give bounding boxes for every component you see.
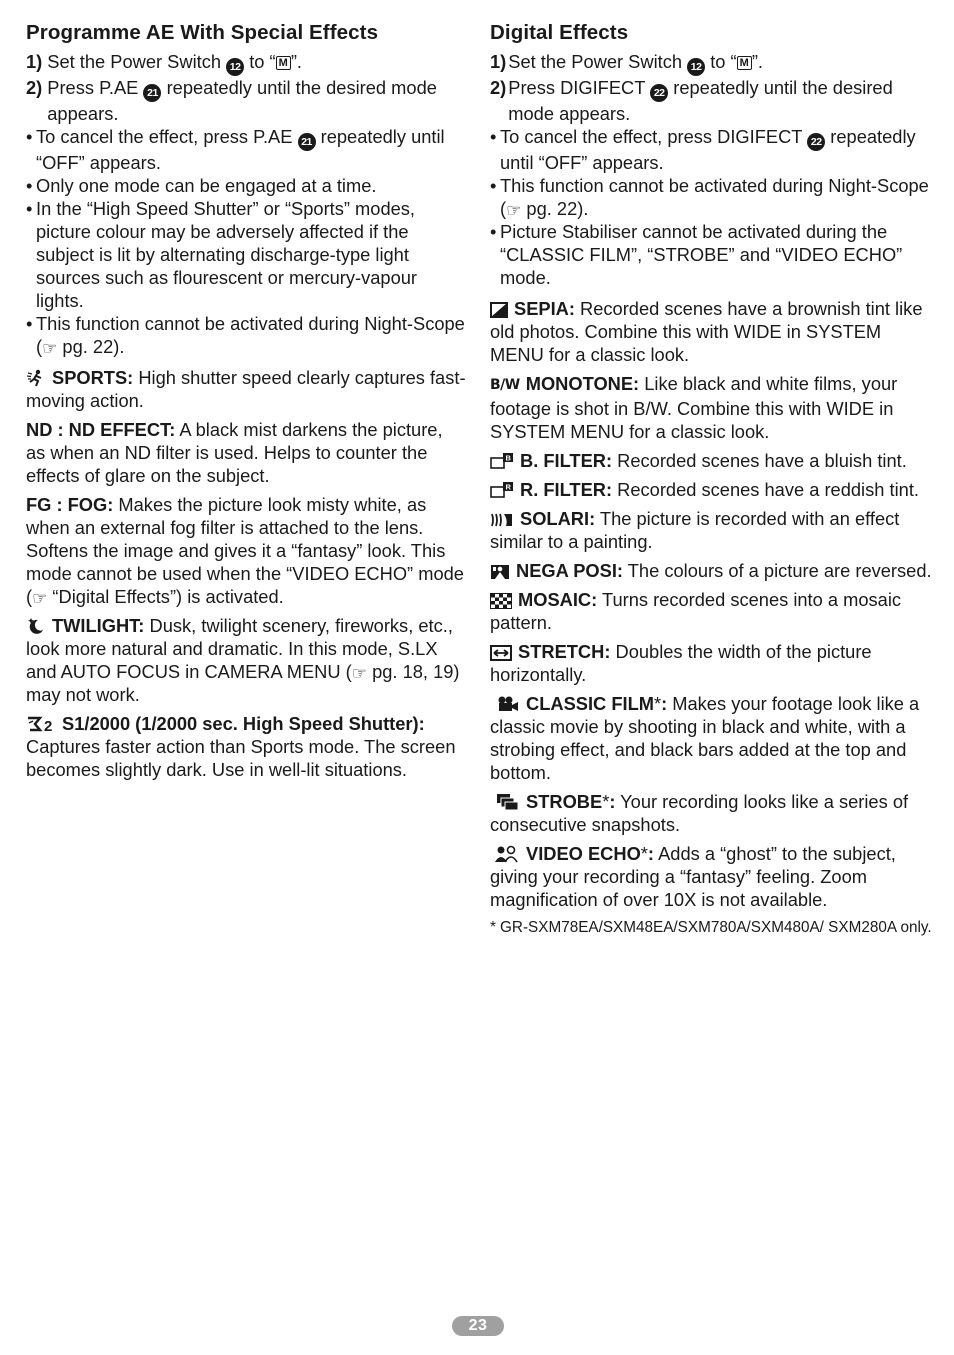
effect-description: Doubles the width of the picture horizontally. [490,641,872,685]
bullet-item [26,125,466,174]
bullet-text: pg. 22). [57,336,125,357]
step-1 [490,50,936,76]
effect-description: The colours of a picture are reversed. [623,560,932,581]
effect-description: Your recording looks like a series of consecutive snapshots. [490,791,909,835]
mode-description: Makes the picture look misty white, as when an external fog filter is attached to the lens. Softens the image and gives it a “fantasy” look. This mode cannot be used when the “VIDEO ECHO” mode ( [26,494,464,607]
svg-text:2: 2 [44,718,53,733]
svg-text:B: B [505,453,511,463]
effect-label: R. FILTER: [520,479,613,500]
step-number: 2) [490,77,507,98]
reference-pointer-icon: ☞ [42,339,58,358]
effect-description: Turns recorded scenes into a mosaic pattern. [490,589,902,633]
bullet-text: To cancel the effect, press P.AE [36,126,293,147]
bullet-text: Picture Stabiliser cannot be activated during the “CLASSIC FILM”, “STROBE” and “VIDEO ECHO” mode. [500,221,903,288]
mode-description: Dusk, twilight scenery, fireworks, etc., look more natural and dramatic. In this mode, S.LX and AUTO FOCUS in CAMERA MENU ( [26,615,453,682]
circled-number-icon: 22 [650,84,668,102]
effect-solari [490,507,936,553]
circled-number-icon: 12 [226,58,244,76]
mode-label: TWILIGHT: [52,615,145,636]
page-number: 23 [452,1316,504,1336]
step-number: 1) [26,51,43,72]
effect-label: CLASSIC FILM [526,693,654,714]
sports-icon [26,369,46,387]
bullet-text: In the “High Speed Shutter” or “Sports” modes, picture colour may be adversely affected if the subject is lit by alternating discharge-type light sources such as flourescent or mercury-vapour lights. [36,198,418,311]
step-text: Set the Power Switch [508,51,683,72]
mode-s1-2000 [26,712,466,781]
effect-description: The picture is recorded with an effect similar to a painting. [490,508,900,552]
svg-text:R: R [505,482,511,492]
bullet-dot: • [26,198,33,219]
step-text: repeatedly until the desired mode appears. [47,77,437,124]
bullet-item [26,312,466,358]
footnote [490,918,936,937]
effect-stretch [490,640,936,686]
bullet-dot: • [26,126,33,147]
effect-monotone [490,372,936,443]
step-number: 2) [26,77,43,98]
effect-label: B. FILTER: [520,450,613,471]
effect-description: Adds a “ghost” to the subject, giving your recording a “fantasy” feeling. Zoom magnification of over 10X is not available. [490,843,896,910]
step-text: to “ [710,51,737,72]
effect-label: STRETCH: [518,641,611,662]
mode-label: FG : FOG: [26,494,114,515]
effect-label: NEGA POSI: [516,560,623,581]
effect-description: Recorded scenes have a reddish tint. [612,479,919,500]
effect-label: : [647,843,655,864]
step-text: ”. [290,51,302,72]
manual-mode-icon: M [276,56,291,70]
mode-label: S1/2000 (1/2000 sec. High Speed Shutter): [62,713,425,734]
sepia-icon [490,302,508,318]
film-camera-icon [496,695,520,713]
circled-number-icon: 12 [687,58,705,76]
bullet-text: This function cannot be activated during Night-Scope ( [500,175,929,219]
step-text: to “ [249,51,276,72]
step-2 [26,76,466,125]
asterisk: * [602,791,610,812]
mode-nd-effect [26,418,466,487]
left-column [26,20,466,781]
effect-b-filter [490,449,936,472]
step-text: Press P.AE [47,77,139,98]
bullet-dot: • [490,221,497,242]
mosaic-icon [490,593,512,609]
effect-mosaic [490,588,936,634]
circled-number-icon: 21 [143,84,161,102]
section-heading-digital-effects: Digital Effects [490,21,629,44]
effect-description: Like black and white films, your footage is shot in B/W. Combine this with WIDE in SYSTEM MENU for a classic look. [490,373,898,442]
high-speed-shutter-icon [26,715,56,733]
mode-label: SPORTS: [52,367,134,388]
section-heading-programme-ae: Programme AE With Special Effects [26,21,379,44]
effect-label: : [609,791,616,812]
stretch-icon [490,645,512,661]
bullet-text: pg. 22). [521,198,589,219]
effect-label: : [661,693,668,714]
video-echo-icon [494,845,520,863]
effect-video-echo [490,842,936,911]
step-text: ”. [751,51,763,72]
circled-number-icon: 21 [298,133,316,151]
bullet-item [490,174,936,220]
bullet-text: repeatedly until “OFF” appears. [500,126,916,173]
effect-description: Makes your footage look like a classic movie by shooting in black and white, with a strobing effect, and black bars added at the top and bottom. [490,693,920,783]
bullet-dot: • [26,313,33,334]
bullet-dot: • [26,175,33,196]
effect-r-filter [490,478,936,501]
mode-description: High shutter speed clearly captures fast-moving action. [26,367,466,411]
bullet-text: To cancel the effect, press DIGIFECT [500,126,803,147]
effect-label: MOSAIC: [518,589,598,610]
bullet-dot: • [490,175,497,196]
effect-label: VIDEO ECHO [526,843,641,864]
bw-icon: B/W [490,377,520,393]
strobe-icon [496,793,520,811]
mode-label: ND : ND EFFECT: [26,419,176,440]
bullet-text: repeatedly until “OFF” appears. [36,126,445,173]
red-filter-icon [490,481,514,499]
bullet-item [490,125,936,174]
step-text: repeatedly until the desired mode appears. [508,77,893,124]
reference-pointer-icon: ☞ [32,589,48,608]
footnote-asterisk: * [490,919,496,936]
step-text: Set the Power Switch [47,51,222,72]
step-text: Press DIGIFECT [508,77,646,98]
nega-posi-icon [490,564,510,580]
right-column [490,20,936,937]
effect-sepia [490,297,936,366]
bullet-item [490,220,936,289]
bullet-item [26,197,466,312]
mode-description: “Digital Effects”) is activated. [47,586,284,607]
mode-description: pg. 18, 19) may not work. [26,661,460,705]
reference-pointer-icon: ☞ [351,664,367,683]
reference-pointer-icon: ☞ [506,201,522,220]
bullet-dot: • [490,126,497,147]
manual-mode-icon: M [737,56,752,70]
mode-fog [26,493,466,608]
mode-sports [26,366,466,412]
mode-description: A black mist darkens the picture, as when an ND filter is used. Helps to counter the effects of glare on the subject. [26,419,443,486]
step-2 [490,76,936,125]
effect-nega-posi [490,559,936,582]
effect-label: SOLARI: [520,508,596,529]
mode-description: Captures faster action than Sports mode. The screen becomes slightly dark. Use in well-lit situations. [26,736,456,780]
bullet-text: Only one mode can be engaged at a time. [36,175,377,196]
step-1 [26,50,466,76]
effect-strobe [490,790,936,836]
bullet-item [26,174,466,197]
asterisk: * [640,843,648,864]
mode-twilight [26,614,466,706]
step-number: 1) [490,51,507,72]
blue-filter-icon [490,452,514,470]
twilight-moon-icon [26,617,46,635]
effect-description: Recorded scenes have a brownish tint like old photos. Combine this with WIDE in SYSTEM MENU for a classic look. [490,298,923,365]
effect-classic-film [490,692,936,784]
effect-label: MONOTONE: [525,373,640,394]
footnote-text: GR-SXM78EA/SXM48EA/SXM780A/SXM480A/ SXM280A only. [500,919,932,936]
asterisk: * [653,693,662,714]
effect-label: STROBE [526,791,603,812]
effect-label: SEPIA: [514,298,575,319]
effect-description: Recorded scenes have a bluish tint. [612,450,907,471]
bullet-text: This function cannot be activated during Night-Scope ( [36,313,465,357]
circled-number-icon: 22 [807,133,825,151]
solari-icon [490,512,514,528]
